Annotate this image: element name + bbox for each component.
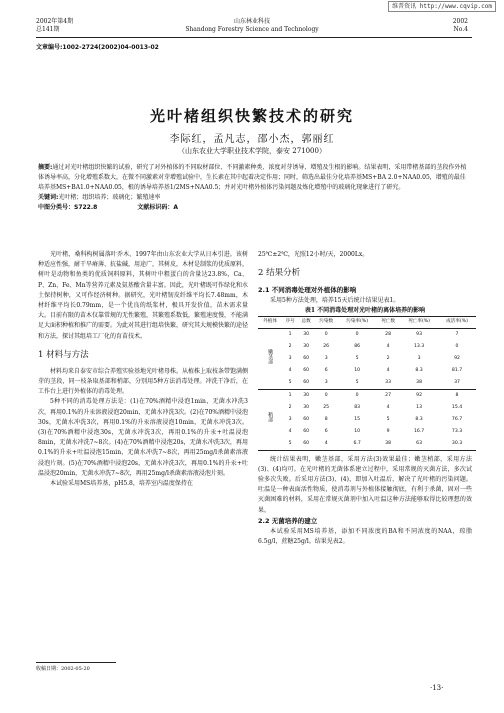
issue-right: [453, 18, 468, 34]
abstract-block: [38, 163, 468, 213]
journal-name: [0, 18, 504, 34]
table-cell: 30: [303, 404, 310, 410]
table-cell: 6.7: [338, 438, 376, 451]
intro-paragraph: 光叶楮，桑科构树属落叶乔木，1997年由山东农业大学从日本引进。该树种适应性强，耐干旱瘠薄、抗盐碱，用途广，其树皮，木材是制浆的优质原料，树叶是动物和鱼类的优质饲料原料，其树叶中粗蛋白的含量达23.8%，Ca、P、Zn、Fe、Mn等营养元素及氨基酸含量丰富。因此，光叶楮既可作绿化和水土保持树种，又可作经济树种。据研究，光叶楮韧皮纤维平均长7.48mm，木材纤维平均长0.79mm，是一个优良的纸浆材，极具开发价值，苗木需求量大。目前有限的苗木仅靠常规的无性繁殖，其繁殖系数低，繁殖速度慢，不能满足大面积种植和推广的需要。为此对其进行组培快繁，研究其大规模快繁的途径和方法，探讨其组培工厂化的育苗技术。: [38, 251, 249, 340]
table-cell: 30.3: [438, 438, 476, 451]
table-cell: 6: [324, 367, 328, 373]
table-row: [258, 377, 476, 390]
table-cell: 16.7: [413, 428, 425, 434]
table-cell: 93: [416, 331, 422, 337]
table-cell: 5: [386, 416, 390, 422]
table-cell: 1: [288, 392, 292, 398]
issue-total: 总141期: [36, 26, 60, 33]
table-header-cell: 成活率(%): [438, 317, 476, 328]
table-row: [258, 389, 476, 402]
classification-code: 中图分类号：S722.8: [38, 204, 98, 211]
table-row: [258, 414, 476, 426]
table-row: [258, 402, 476, 414]
table-header-cell: 序号: [282, 317, 298, 328]
table-cell: 73.3: [451, 428, 463, 434]
table-header-row: [258, 317, 476, 328]
table-cell: 38: [400, 377, 438, 390]
table-cell: 15: [354, 416, 361, 422]
table-cell: 15.4: [451, 404, 463, 410]
table-cell: 86: [354, 343, 361, 349]
table-cell: 0: [324, 331, 328, 337]
table-cell: 60: [298, 377, 314, 390]
section-heading-results: 2 结果分析: [258, 268, 301, 279]
results-table: [258, 316, 476, 450]
table-cell: 0: [324, 392, 328, 398]
table-caption: 表1 不同消毒处理对光叶楮的离体培养的影响: [304, 307, 426, 315]
abstract-label: 摘要:: [38, 164, 53, 171]
subsection-2-2: 2.2 无菌培养的建立: [258, 516, 318, 525]
table-cell: 3: [324, 355, 328, 361]
table-cell: 8.3: [415, 367, 423, 373]
table-cell: 60: [303, 428, 310, 434]
table-header-cell: 外植体: [258, 317, 282, 328]
footnote: 收稿日期：2002-05-20: [36, 666, 90, 672]
materials-paragraph: 材料均来自泰安市综合养殖实验基地光叶楮母株。从植株上取枝条带饱满侧芽的茎段，同一枝条取基部和梢部，分别用5种方法消毒处理。冲洗干净后，在工作台上进行外植体的消毒处理。: [38, 367, 249, 396]
table-cell: 60: [303, 416, 310, 422]
table-cell: 30: [303, 392, 310, 398]
table-cell: 30: [303, 331, 310, 337]
authors: 李际红，孟凡志，邵小杰，郭丽红: [169, 134, 335, 145]
table-cell: 30: [303, 343, 310, 349]
table-cell: 8: [455, 392, 459, 398]
table-cell: 63: [400, 438, 438, 451]
table-cell: 2: [288, 404, 292, 410]
table-cell: 5: [282, 377, 298, 390]
table-header-cell: 死亡数: [376, 317, 400, 328]
table-cell: 27: [385, 392, 392, 398]
table-cell: 0: [355, 331, 359, 337]
table-cell: 2: [288, 343, 292, 349]
culture-conditions: 25℃±2℃，光照12小时/天，2000Lx。: [258, 251, 369, 258]
table-cell: 26: [323, 343, 330, 349]
issue-number-right: No.4: [453, 26, 468, 33]
table-group-label: [258, 389, 282, 450]
table-cell: 4: [288, 428, 292, 434]
subsection-2-1-text: 采用5种方法处理，培养15天后统计结果见表1。: [270, 297, 400, 305]
table-cell: 6: [324, 428, 328, 434]
subsection-2-1: 2.1 不同消毒处理对外植体的影响: [258, 286, 357, 295]
table-group-text: 嫩茎部: [267, 348, 274, 364]
table-row: [258, 341, 476, 353]
journal-name-cn: 山东林业科技: [233, 18, 270, 25]
page-title: 光叶楮组织快繁技术的研究: [149, 107, 354, 125]
table-header-cell: 死亡率(%): [400, 317, 438, 328]
table-cell: 3: [288, 416, 292, 422]
table-cell: 37: [438, 377, 476, 390]
table-cell: 2: [386, 355, 390, 361]
table-row: [258, 328, 476, 341]
page-number: ·13·: [430, 684, 444, 692]
table-body: [258, 328, 476, 450]
table-cell: 1: [288, 331, 292, 337]
table-cell: 60: [298, 438, 314, 451]
table-header-cell: 污染数: [314, 317, 338, 328]
table-group-text: 稍部: [267, 412, 274, 422]
document-code: 文献标识码：A: [137, 204, 178, 211]
table-row: [258, 353, 476, 365]
table-cell: 8: [324, 416, 328, 422]
table-cell: 4: [386, 404, 390, 410]
table-cell: 4: [314, 438, 338, 451]
table-cell: 5: [282, 438, 298, 451]
right-column: [258, 250, 472, 547]
table-cell: 92: [454, 355, 460, 361]
table-cell: 7: [455, 331, 459, 337]
table-cell: 3: [288, 355, 292, 361]
table-cell: 10: [354, 367, 361, 373]
table-cell: 4: [288, 367, 292, 373]
table-discussion: 统计结果表明，嫩茎基部，采用方法(3)效果最佳；嫩茎梢部，采用方法(3)、(4)均可。在光叶楮的无菌体系建立过程中，采用常规的灭菌方法，多次试验多次失败。后采用方法(3)、(4)，即加入吐温后，解决了光叶楮的污染问题。吐温是一种表面活性物质，使消毒剂与外植体接触彻底，有利于杀菌，固对一些灭菌困难的材料，采用在常规灭菌剂中加入吐温这种方法能够取得比较理想的效果。: [258, 455, 472, 514]
keywords-text: 光叶楮；组织培养；玻璃化；繁殖速率: [58, 194, 161, 201]
table-cell: 25: [323, 404, 330, 410]
abstract-text: 通过对光叶楮组织快繁的试验，研究了对外植体的不同取材部位、不同激素种类、浓度对芽诱导、增殖及生根的影响。结果表明，采用带楮基部的茎段作外植体诱导率高，分化增殖系数大，在微不同激素对芽增殖试验中，生长素在其中起着决定作用；同时，筛选出最佳分化培养基MS+BA 2.0+NAA0.05，增殖的最佳培养基MS+BA1.0+NAA0.05，根的诱导培养基1/2MS+NAA0.5；并对光叶楮外植体污染问题及炼化增殖中的玻璃化现象进行了研究。: [38, 164, 467, 191]
table-cell: 5: [338, 377, 376, 390]
table-cell: 60: [303, 367, 310, 373]
table-cell: 60: [303, 355, 310, 361]
culture-paragraph: 本试验采用MS培养基，pH5.8，培养室内温度保持在: [50, 480, 193, 488]
table-cell: 9: [386, 428, 390, 434]
issue-year: 2002年第4期: [36, 18, 74, 25]
table-cell: 38: [376, 438, 400, 451]
issue-year-right: 2002: [452, 18, 468, 25]
table-cell: 4: [386, 343, 390, 349]
affiliation: （山东农业大学职业技术学院，泰安 271000）: [178, 147, 326, 155]
table-cell: 3: [417, 355, 421, 361]
table-cell: 83: [354, 404, 361, 410]
table-cell: 13: [416, 404, 422, 410]
table-cell: 10: [354, 428, 361, 434]
abstract-paragraph: [38, 163, 468, 193]
table-cell: 3: [314, 377, 338, 390]
keywords-line: [38, 193, 468, 203]
table-group-label: [258, 328, 282, 389]
table-cell: 8.3: [415, 416, 423, 422]
table-cell: 0: [355, 392, 359, 398]
left-column: [38, 250, 248, 489]
keywords-label: 关键词:: [38, 194, 59, 201]
table-header-cell: 总数: [298, 317, 314, 328]
table-cell: 33: [376, 377, 400, 390]
article-number: 文章编号:1002-2724(2002)04-0013-02: [36, 44, 159, 51]
table-cell: 28: [385, 331, 392, 337]
table-cell: 5: [355, 355, 359, 361]
table-cell: 76.7: [451, 416, 463, 422]
table-cell: 13.3: [413, 343, 425, 349]
classification-line: [38, 203, 468, 213]
table-cell: 0: [455, 343, 459, 349]
table-cell: 92: [416, 392, 422, 398]
subsection-2-2-text: 本试验采用MS培养基，添加不同浓度的BA和不同浓度的NAA，琼脂6.5g/l，蔗糖25g/l。结果见表2。: [258, 527, 472, 546]
footnote-rule: [36, 662, 116, 663]
section-heading-materials: 1 材料与方法: [38, 349, 89, 360]
table-row: [258, 365, 476, 377]
table-cell: 81.7: [451, 367, 463, 373]
header-rule: [36, 37, 472, 38]
table-cell: 4: [386, 367, 390, 373]
journal-name-en: Shandong Forestry Science and Technology: [185, 26, 319, 33]
methods-paragraph: 5种不同的消毒处理方法是：(1)在70%酒精中浸泡1min，无菌水冲洗3次，再用0.1%的升汞溶液浸泡20min，无菌水冲洗3次。(2)在70%酒精中浸泡30s，无菌水冲洗3次，再用0.1%的升汞溶液浸泡10min，无菌水冲洗3次。(3)在70%酒精中浸泡30s，无菌水冲洗3次，再用0.1%的升汞+吐温浸泡8min，无菌水冲洗7~8次。(4)在70%酒精中浸泡20s，无菌水冲洗3次，再用0.1%的升汞+吐温浸泡15min，无菌水冲洗7~8次，再用25mg/l杀菌素溶液浸泡片刻。(5)在70%酒精中浸泡20s，无菌水冲洗3次，再用0.1%的升汞+吐温浸泡20min，无菌水冲洗7~8次，再用25mg/l杀菌素溶液浸泡片刻。: [38, 398, 249, 477]
table-header-cell: 污染率(%): [338, 317, 376, 328]
table-row: [258, 438, 476, 451]
table-row: [258, 426, 476, 438]
watermark-label: 维普资讯 http://www.cqvip.com: [388, 1, 496, 12]
